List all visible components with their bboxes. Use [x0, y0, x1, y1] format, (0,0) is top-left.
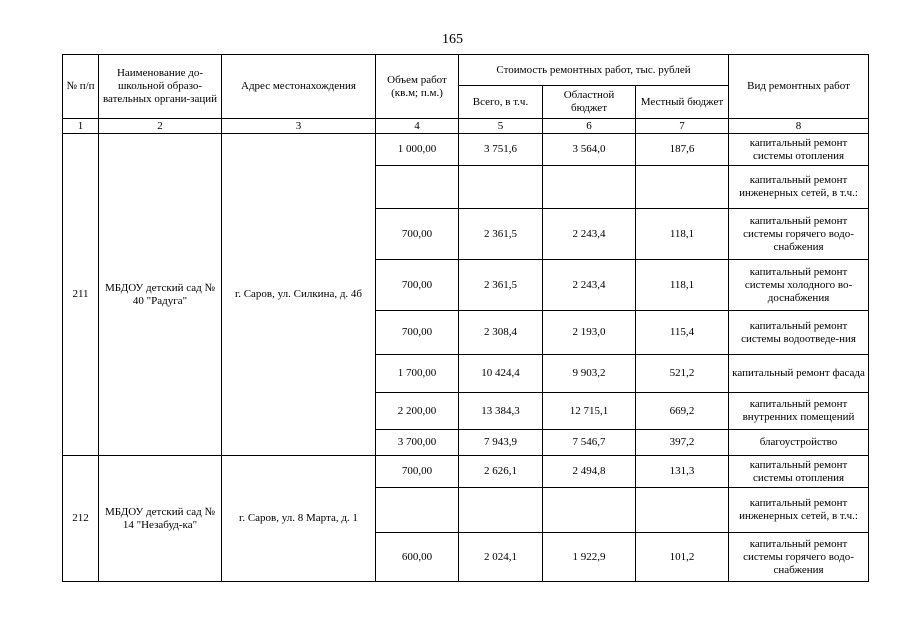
work-kind: капитальный ремонт инженерных сетей, в т.ч.:	[729, 166, 869, 209]
work-volume: 3 700,00	[376, 430, 459, 456]
column-number: 5	[459, 119, 543, 134]
header-kind: Вид ремонтных работ	[729, 55, 869, 119]
cost-local: 187,6	[636, 134, 729, 166]
header-num: № п/п	[63, 55, 99, 119]
work-volume: 700,00	[376, 260, 459, 311]
work-volume	[376, 488, 459, 533]
cost-total: 10 424,4	[459, 355, 543, 393]
column-number: 7	[636, 119, 729, 134]
cost-local: 521,2	[636, 355, 729, 393]
work-volume	[376, 166, 459, 209]
work-volume: 1 700,00	[376, 355, 459, 393]
cost-regional: 7 546,7	[543, 430, 636, 456]
cost-total: 2 024,1	[459, 533, 543, 582]
organization-address: г. Саров, ул. Силкина, д. 4б	[222, 134, 376, 456]
header-row	[63, 55, 869, 86]
work-kind: капитальный ремонт инженерных сетей, в т.ч.:	[729, 488, 869, 533]
cost-regional	[543, 488, 636, 533]
cost-regional: 2 243,4	[543, 260, 636, 311]
work-kind: капитальный ремонт системы водоотведе-ния	[729, 311, 869, 355]
cost-local: 131,3	[636, 456, 729, 488]
organization-address: г. Саров, ул. 8 Марта, д. 1	[222, 456, 376, 582]
work-kind: капитальный ремонт фасада	[729, 355, 869, 393]
cost-total: 2 361,5	[459, 260, 543, 311]
work-volume: 700,00	[376, 311, 459, 355]
cost-regional: 9 903,2	[543, 355, 636, 393]
cost-regional: 2 494,8	[543, 456, 636, 488]
cost-total: 2 308,4	[459, 311, 543, 355]
work-kind: капитальный ремонт внутренних помещений	[729, 393, 869, 430]
repair-works-table	[62, 54, 869, 582]
column-number: 4	[376, 119, 459, 134]
work-kind: капитальный ремонт системы отопления	[729, 456, 869, 488]
column-number: 1	[63, 119, 99, 134]
work-volume: 700,00	[376, 456, 459, 488]
cost-regional: 1 922,9	[543, 533, 636, 582]
header-volume: Объем работ (кв.м; п.м.)	[376, 55, 459, 119]
column-number: 2	[99, 119, 222, 134]
header-total: Всего, в т.ч.	[459, 86, 543, 119]
cost-local: 118,1	[636, 209, 729, 260]
cost-local	[636, 488, 729, 533]
header-address: Адрес местонахождения	[222, 55, 376, 119]
work-kind: капитальный ремонт системы горячего водо-снабжения	[729, 209, 869, 260]
work-kind: капитальный ремонт системы горячего водо-снабжения	[729, 533, 869, 582]
cost-local: 101,2	[636, 533, 729, 582]
cost-total: 2 626,1	[459, 456, 543, 488]
cost-regional: 2 193,0	[543, 311, 636, 355]
cost-total: 7 943,9	[459, 430, 543, 456]
header-cost-group: Стоимость ремонтных работ, тыс. рублей	[459, 55, 729, 86]
cost-total: 13 384,3	[459, 393, 543, 430]
cost-local: 118,1	[636, 260, 729, 311]
column-number: 3	[222, 119, 376, 134]
column-number: 6	[543, 119, 636, 134]
cost-local: 669,2	[636, 393, 729, 430]
cost-total: 3 751,6	[459, 134, 543, 166]
row-number: 212	[63, 456, 99, 582]
work-volume: 600,00	[376, 533, 459, 582]
table-row	[63, 456, 869, 488]
cost-total: 2 361,5	[459, 209, 543, 260]
header-local: Местный бюджет	[636, 86, 729, 119]
cost-local	[636, 166, 729, 209]
cost-regional: 12 715,1	[543, 393, 636, 430]
organization-name: МБДОУ детский сад № 40 "Радуга"	[99, 134, 222, 456]
work-volume: 700,00	[376, 209, 459, 260]
cost-total	[459, 166, 543, 209]
work-kind: капитальный ремонт системы холодного во-доснабжения	[729, 260, 869, 311]
cost-local: 115,4	[636, 311, 729, 355]
work-volume: 1 000,00	[376, 134, 459, 166]
organization-name: МБДОУ детский сад № 14 "Незабуд-ка"	[99, 456, 222, 582]
work-volume: 2 200,00	[376, 393, 459, 430]
cost-regional: 3 564,0	[543, 134, 636, 166]
cost-local: 397,2	[636, 430, 729, 456]
cost-regional	[543, 166, 636, 209]
page-number: 165	[442, 32, 463, 47]
header-regional: Областной бюджет	[543, 86, 636, 119]
column-number: 8	[729, 119, 869, 134]
row-number: 211	[63, 134, 99, 456]
column-numbers-row	[63, 119, 869, 134]
work-kind: благоустройство	[729, 430, 869, 456]
work-kind: капитальный ремонт системы отопления	[729, 134, 869, 166]
header-name: Наименование до-школьной образо-вательных органи-заций	[99, 55, 222, 119]
table-row	[63, 134, 869, 166]
cost-total	[459, 488, 543, 533]
cost-regional: 2 243,4	[543, 209, 636, 260]
